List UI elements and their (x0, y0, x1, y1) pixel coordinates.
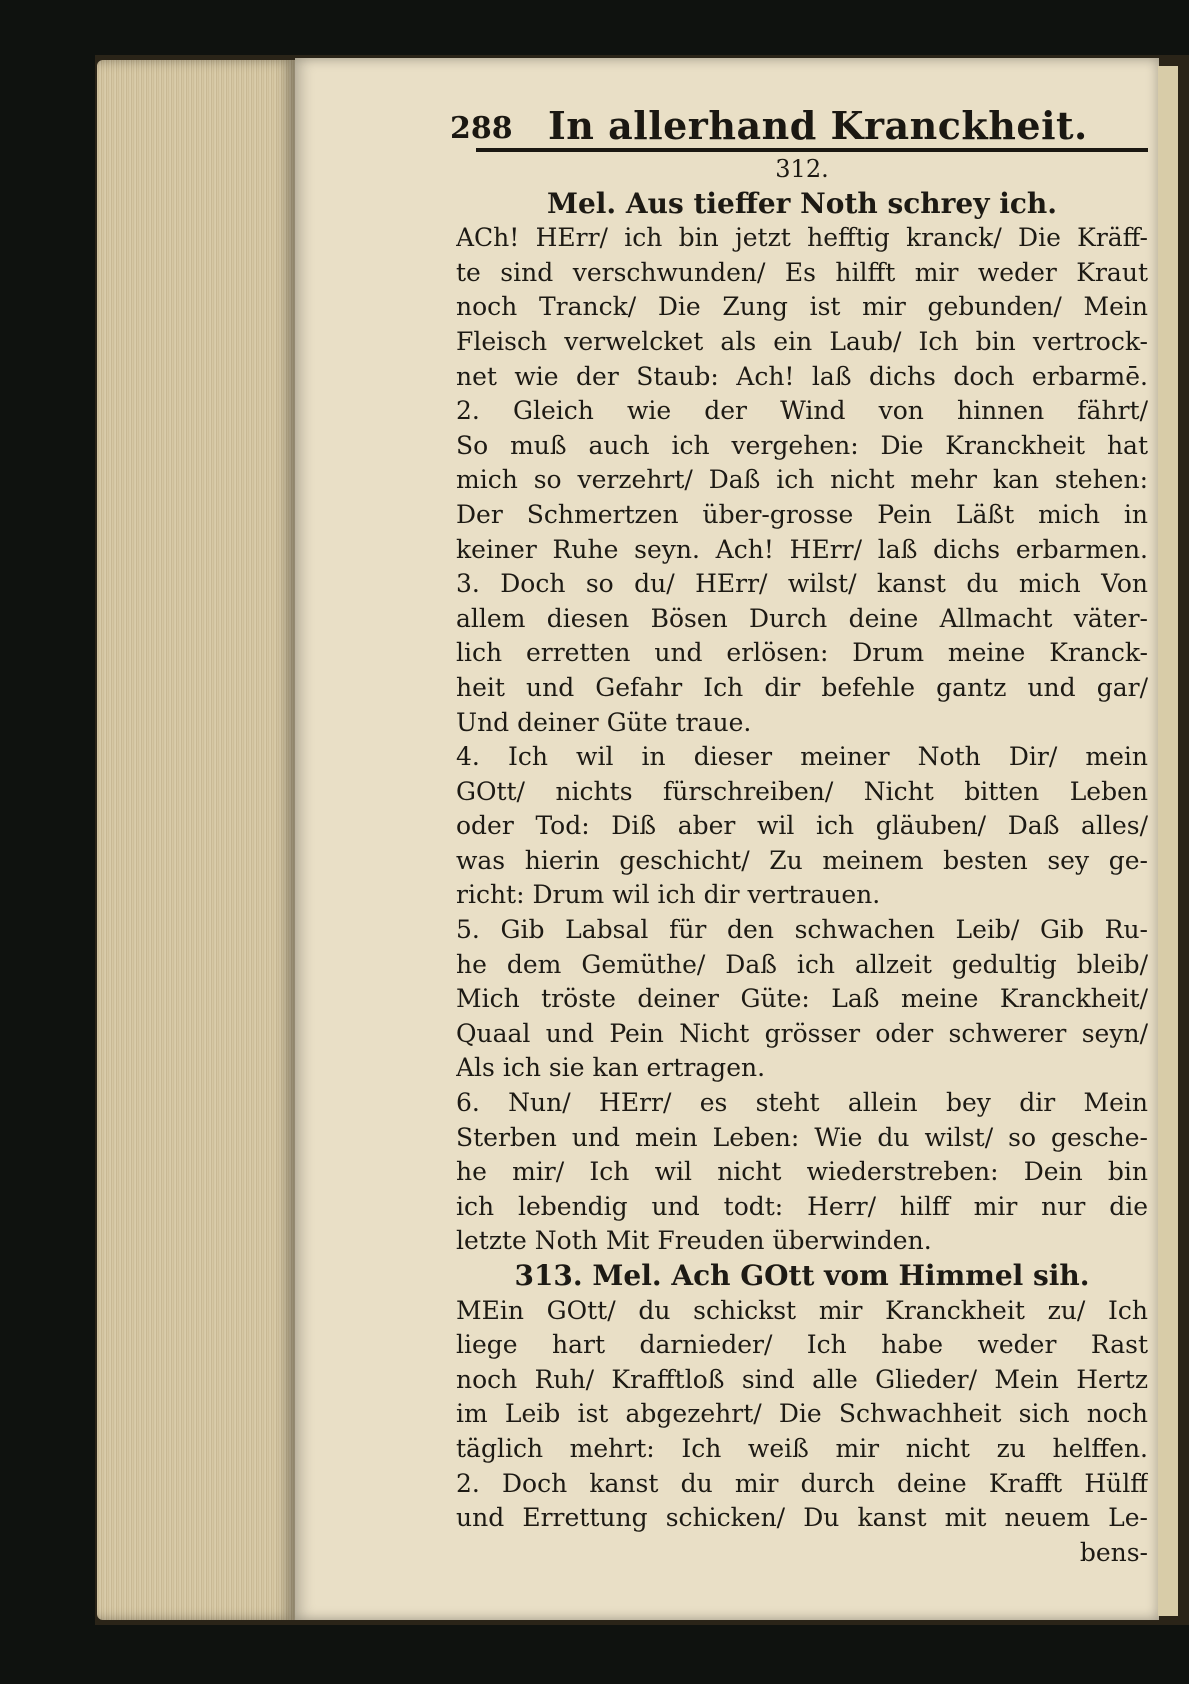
text-line: MEin GOtt/ du schickst mir Kranckheit zu/ Ich (456, 1295, 1148, 1325)
text-line: oder Tod: Diß aber wil ich gläuben/ Daß alles/ (456, 811, 1148, 841)
hymn-heading: 313. Mel. Ach GOtt vom Himmel sih. (514, 1259, 1090, 1292)
page-header (450, 103, 1150, 147)
text-line: he mir/ Ich wil nicht wiederstreben: Dein bin (456, 1157, 1148, 1187)
text-line: heit und Gefahr Ich dir befehle gantz und gar/ (456, 672, 1148, 702)
text-line: was hierin geschicht/ Zu meinem besten sey ge- (456, 845, 1148, 875)
text-line: he dem Gemüthe/ Daß ich allzeit gedultig bleib/ (456, 949, 1148, 979)
running-title: In allerhand Kranckheit. (548, 103, 1088, 148)
text-line: GOtt/ nichts fürschreiben/ Nicht bitten Leben (456, 776, 1148, 806)
text-line: ich lebendig und todt: Herr/ hilff mir nur die (456, 1191, 1148, 1221)
text-line: te sind verschwunden/ Es hilfft mir weder Kraut (456, 257, 1148, 287)
text-line: allem diesen Bösen Durch deine Allmacht väter- (456, 603, 1148, 633)
text-line: noch Tranck/ Die Zung ist mir gebunden/ Mein (456, 292, 1148, 322)
text-line: täglich mehrt: Ich weiß mir nicht zu helffen. (456, 1433, 1148, 1463)
text-line: Der Schmertzen über-grosse Pein Läßt mich in (456, 499, 1148, 529)
text-line: und Errettung schicken/ Du kanst mit neuem Le- (456, 1503, 1148, 1533)
text-line: 4. Ich wil in dieser meiner Noth Dir/ mein (456, 742, 1148, 772)
text-line: 5. Gib Labsal für den schwachen Leib/ Gib Ru- (456, 915, 1148, 945)
catchword: bens- (1079, 1537, 1148, 1567)
text-line: im Leib ist abgezehrt/ Die Schwachheit sich noch (456, 1399, 1148, 1429)
facing-page-edge (1158, 66, 1178, 1616)
text-line: Als ich sie kan ertragen. (456, 1053, 766, 1083)
hymn-number: 312. (775, 155, 829, 183)
text-line: letzte Noth Mit Freuden überwinden. (456, 1226, 932, 1256)
page-edges (97, 60, 295, 1620)
text-line: So muß auch ich vergehen: Die Kranckheit hat (456, 430, 1148, 460)
text-line: 3. Doch so du/ HErr/ wilst/ kanst du mich Von (456, 569, 1148, 599)
text-line: Fleisch verwelcket als ein Laub/ Ich bin vertrock- (456, 326, 1148, 356)
text-line: liege hart darnieder/ Ich habe weder Rast (456, 1330, 1148, 1360)
text-line: ACh! HErr/ ich bin jetzt hefftig kranck/ Die Kräff- (456, 223, 1148, 253)
text-line: mich so verzehrt/ Daß ich nicht mehr kan stehen: (456, 465, 1148, 495)
text-line: keiner Ruhe seyn. Ach! HErr/ laß dichs erbarmen. (456, 534, 1148, 564)
text-line: Und deiner Güte traue. (456, 707, 752, 737)
text-line: noch Ruh/ Krafftloß sind alle Glieder/ Mein Hertz (456, 1364, 1148, 1394)
text-line: lich erretten und erlösen: Drum meine Kranck- (456, 638, 1148, 668)
text-line: richt: Drum wil ich dir vertrauen. (456, 880, 881, 910)
page-text (456, 152, 1148, 1570)
text-line: Mich tröste deiner Güte: Laß meine Kranckheit/ (456, 984, 1148, 1014)
text-line: net wie der Staub: Ach! laß dichs doch erbarmē. (456, 361, 1148, 391)
page-number: 288 (450, 111, 513, 146)
text-line: Quaal und Pein Nicht grösser oder schwerer seyn/ (456, 1018, 1148, 1048)
text-line: 2. Gleich wie der Wind von hinnen fährt/ (456, 396, 1148, 426)
text-line: 6. Nun/ HErr/ es steht allein bey dir Mein (456, 1088, 1148, 1118)
text-line: 2. Doch kanst du mir durch deine Krafft Hülff (456, 1468, 1148, 1498)
text-line: Sterben und mein Leben: Wie du wilst/ so gesche- (456, 1122, 1148, 1152)
melody-line: Mel. Aus tieffer Noth schrey ich. (546, 186, 1058, 220)
